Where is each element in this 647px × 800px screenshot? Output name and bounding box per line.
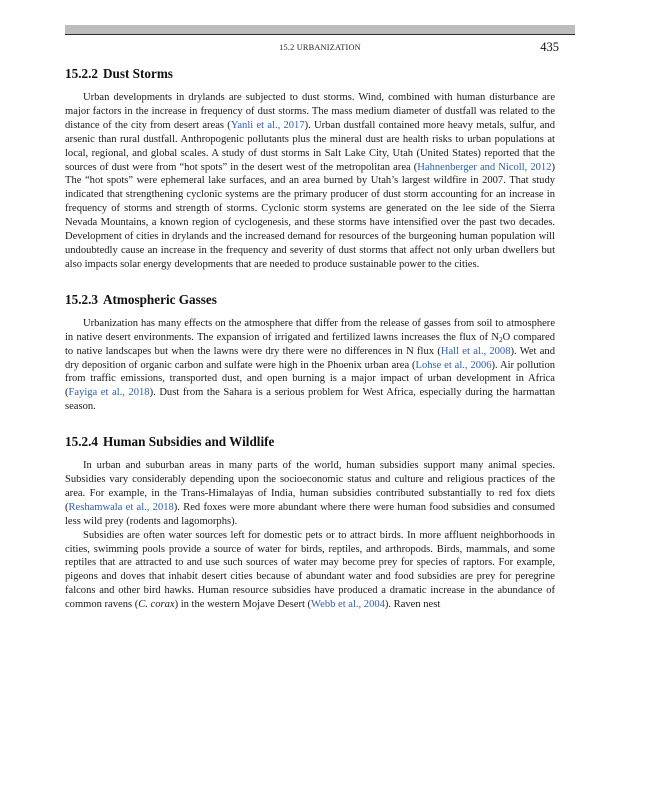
citation-link[interactable]: Yanli et al., 2017 [230, 119, 305, 131]
page-body [65, 66, 555, 612]
section-atmospheric-gasses [65, 292, 555, 414]
running-title: 15.2 URBANIZATION [279, 43, 361, 52]
citation-link[interactable]: Fayiga et al., 2018 [68, 387, 150, 399]
citation-link[interactable]: Hahnenberger and Nicoll, 2012 [417, 161, 552, 173]
page-number: 435 [540, 40, 559, 54]
citation-link[interactable]: Reshamwala et al., 2018 [68, 501, 174, 513]
paragraph: Urban developments in drylands are subjected to dust storms. Wind, combined with human disturbance are major factors in the increase in frequency of dust storms. The mass medium diameter of dustfall was related to the distance of the city from desert areas (Yanli et al., 2017). Urban dustfall contained more heavy metals, sulfur, and arsenic than rural dustfall. Anthropogenic pollutants plus the mineral dust are health risks to urban populations at local, regional, and global scales. A study of dust storms in Salt Lake City, Utah (United States) reported that the sources of dust were from “hot spots” in the desert west of the metropolitan area (Hahnenberger and Nicoll, 2012) The “hot spots” were ephemeral lake surfaces, and an area burned by Utah’s largest wildfire in 2007. That study indicated that strengthening cyclonic systems are the primary producer of dust storm accounting for an increase in frequency of storms and strength of storms. Cyclonic storm systems are generated on the lee side of the Sierra Nevada Mountains, a known region of cyclogenesis, and these storms have intensified over the past two decades. Development of cities in drylands and the increased demand for resources of the burgeoning human population will undoubtedly cause an increase in the frequency and severity of dust storms that affect not only urban dwellers but also impacts solar energy developments that are needed to produce sustainable power to the cities. [65, 92, 555, 270]
section-heading: 15.2.2 Dust Storms [65, 66, 173, 81]
citation-link[interactable]: Webb et al., 2004 [311, 599, 385, 611]
paragraph: Subsidies are often water sources left for domestic pets or to attract birds. In more affluent neighborhoods in cities, swimming pools provide a source of water for birds, reptiles, and arthropods. Birds, mammals, and some reptiles that are attracted to and use such sources of water may become prey for species of raptors. For example, pigeons and doves that inhabit desert cities because of abundant water and food subsidies are prey for peregrine falcons and other bird hawks. Human resource subsidies have produced a dramatic increase in the abundance of common ravens (C. corax) in the western Mojave Desert (Webb et al., 2004). Raven nest [65, 529, 555, 611]
citation-link[interactable]: Hall et al., 2008 [440, 345, 511, 357]
section-heading: 15.2.4 Human Subsidies and Wildlife [65, 434, 275, 450]
section-heading: 15.2.3 Atmospheric Gasses [65, 291, 217, 307]
section-dust-storms [65, 66, 555, 272]
header-rule [65, 25, 575, 35]
running-header [65, 42, 575, 56]
citation-link[interactable]: Lohse et al., 2006 [415, 359, 492, 371]
paragraph: In urban and suburban areas in many parts of the world, human subsidies support many animal species. Subsidies vary considerably depending upon the socioeconomic status and culture and religious practices of the area. For example, in the Trans-Himalayas of India, human subsidies contributed substantially to red fox diets (Reshamwala et al., 2018). Red foxes were more abundant where there were human food subsidies and consumed less wild prey (rodents and lagomorphs). [65, 460, 556, 527]
section-human-subsidies [65, 434, 555, 612]
paragraph: Urbanization has many effects on the atmosphere that differ from the release of gasses from soil to atmosphere in native desert environments. The expansion of irrigated and fertilized lawns increases the flux of $N_2O$ compared to native landscapes but when the lawns were dry there were no differences in N flux (Hall et al., 2008). Wet and dry deposition of organic carbon and sulfate were high in the Phoenix urban area (Lohse et al., 2006). Air pollution from traffic emissions, transported dust, and open burning is a major impact of urban development in Africa (Fayiga et al., 2018). Dust from the Sahara is a serious problem for West Africa, especially during the harmattan season. [65, 317, 555, 413]
